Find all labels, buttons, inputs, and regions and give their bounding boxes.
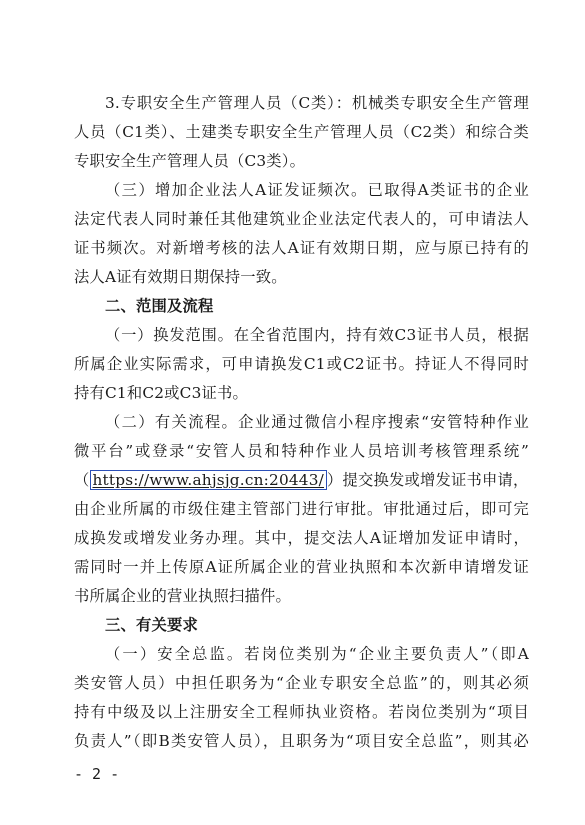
body-line: 专职安全生产管理人员（C3类）。	[74, 152, 306, 170]
body-line: （三）增加企业法人A证发证频次。已取得A类证书的企业	[105, 181, 529, 199]
body-line: 微平台”或登录“安管人员和特种作业人员培训考核管理系统”	[74, 442, 529, 460]
body-line: 需同时一并上传原A证所属企业的营业执照和本次新申请增发证	[74, 558, 529, 576]
body-line: 持有中级及以上注册安全工程师执业资格。若岗位类别为“项目	[74, 703, 529, 721]
body-line: 证书频次。对新增考核的法人A证有效期日期，应与原已持有的	[74, 239, 529, 257]
system-url-link[interactable]	[90, 470, 328, 490]
section-heading: 三、有关要求	[105, 616, 198, 634]
system-url-text[interactable]: https://www.ahjsjg.cn:20443/	[92, 471, 325, 489]
body-line: 书所属企业的营业执照扫描件。	[74, 587, 291, 605]
body-line: 持有C1和C2或C3证书。	[74, 384, 248, 402]
body-line: 由企业所属的市级住建主管部门进行审批。审批通过后，即可完	[74, 500, 529, 518]
body-line: 人员（C1类）、土建类专职安全生产管理人员（C2类）和综合类	[74, 123, 529, 141]
body-line: 法定代表人同时兼任其他建筑业企业法定代表人的，可申请法人	[74, 210, 529, 228]
body-line: （一）安全总监。若岗位类别为“企业主要负责人”（即A	[105, 645, 529, 663]
body-line: 3.专职安全生产管理人员（C类）：机械类专职安全生产管理	[105, 94, 529, 112]
open-paren: （	[74, 471, 90, 489]
body-line: 所属企业实际需求，可申请换发C1或C2证书。持证人不得同时	[74, 355, 529, 373]
body-line: 成换发或增发业务办理。其中，提交法人A证增加发证申请时，	[74, 529, 529, 547]
section-heading: 二、范围及流程	[105, 297, 214, 315]
body-line: 法人A证有效期日期保持一致。	[74, 268, 287, 286]
page-number: - 2 -	[74, 765, 120, 783]
body-line: （二）有关流程。企业通过微信小程序搜索“安管特种作业	[105, 413, 529, 431]
body-line: 负责人”（即B类安管人员），且职务为“项目安全总监”，则其必	[74, 732, 529, 750]
body-line: （一）换发范围。在全省范围内，持有效C3证书人员，根据	[105, 326, 529, 344]
body-line-with-link	[74, 470, 529, 490]
body-line: 类安管人员）中担任职务为“企业专职安全总监”的，则其必须	[74, 674, 529, 692]
line-continuation: ）提交换发或增发证书申请，	[327, 471, 529, 489]
